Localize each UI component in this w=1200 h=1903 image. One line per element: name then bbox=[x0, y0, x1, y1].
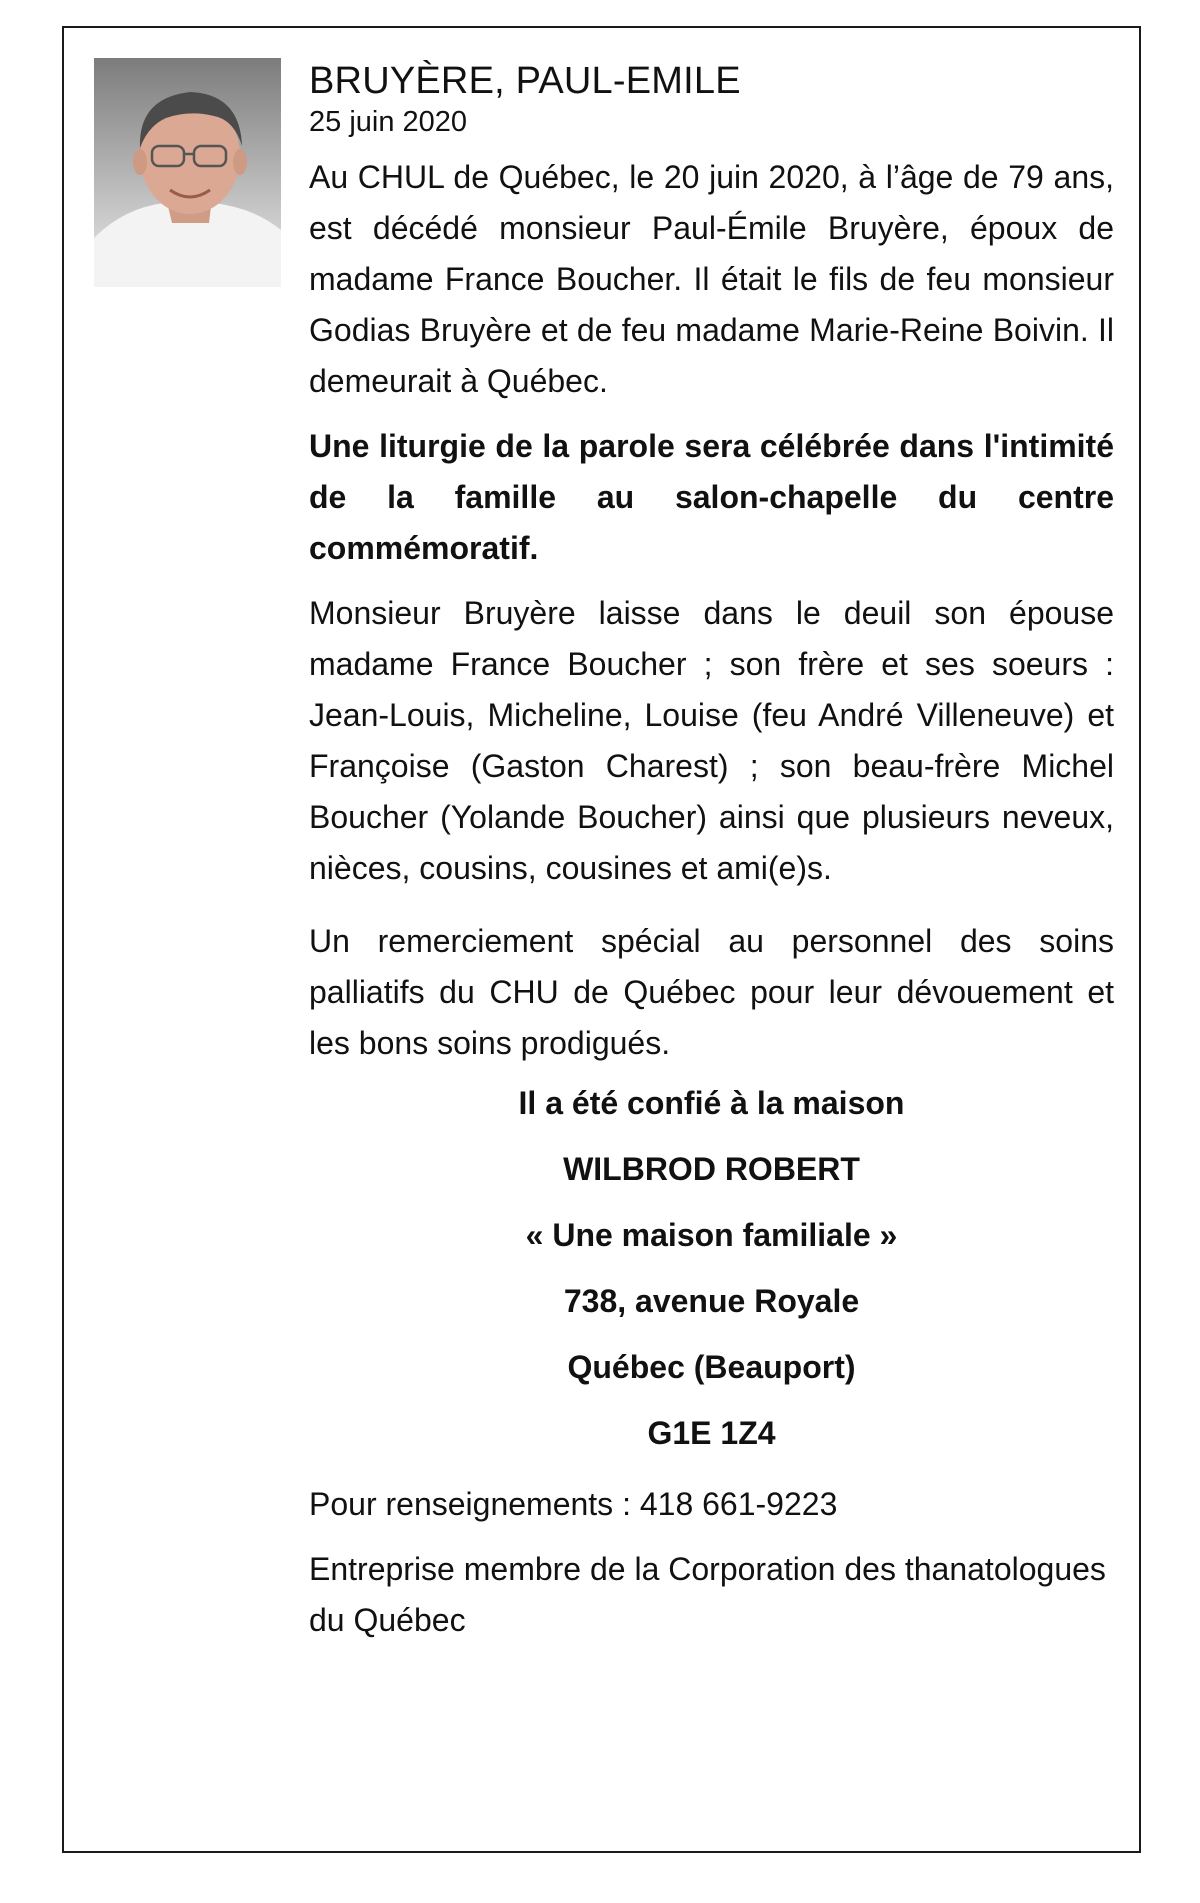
funeral-home-block bbox=[309, 1083, 1114, 1453]
thanks-note: Un remerciement spécial au personnel des soins palliatifs du CHU de Québec pour leur dévouement et les bons soins prodigués. bbox=[309, 923, 1114, 1061]
obituary-content bbox=[309, 58, 1114, 1660]
portrait-photo bbox=[94, 58, 281, 287]
liturgy-notice: Une liturgie de la parole sera célébrée dans l'intimité de la famille au salon-chapelle du centre commémoratif. bbox=[309, 428, 1114, 566]
obituary-frame bbox=[62, 26, 1141, 1853]
funeral-home-intro: Il a été confié à la maison bbox=[518, 1085, 905, 1121]
funeral-home-name: WILBROD ROBERT bbox=[563, 1151, 860, 1187]
funeral-home-slogan: « Une maison familiale » bbox=[525, 1217, 898, 1253]
death-announcement: Au CHUL de Québec, le 20 juin 2020, à l’âge de 79 ans, est décédé monsieur Paul-Émile Bruyère, époux de madame France Boucher. Il était le fils de feu monsieur Godias Bruyère et de feu madame Marie-Reine Boivin. Il demeurait à Québec. bbox=[309, 159, 1114, 399]
membership-note: Entreprise membre de la Corporation des thanatologues du Québec bbox=[309, 1551, 1106, 1638]
deceased-name: BRUYÈRE, PAUL-EMILE bbox=[309, 60, 741, 102]
publication-date: 25 juin 2020 bbox=[309, 106, 468, 138]
portrait-photo-icon bbox=[94, 58, 281, 287]
contact-info: Pour renseignements : 418 661-9223 bbox=[309, 1486, 838, 1522]
funeral-home-postal-code: G1E 1Z4 bbox=[647, 1415, 776, 1451]
family-survivors: Monsieur Bruyère laisse dans le deuil son épouse madame France Boucher ; son frère et ses soeurs : Jean-Louis, Micheline, Louise (feu André Villeneuve) et Françoise (Gaston Charest) ; son beau-frère Michel Boucher (Yolande Boucher) ainsi que plusieurs neveux, nièces, cousins, cousines et ami(e)s. bbox=[309, 595, 1114, 886]
funeral-home-city: Québec (Beauport) bbox=[567, 1349, 856, 1385]
funeral-home-street: 738, avenue Royale bbox=[563, 1283, 860, 1319]
